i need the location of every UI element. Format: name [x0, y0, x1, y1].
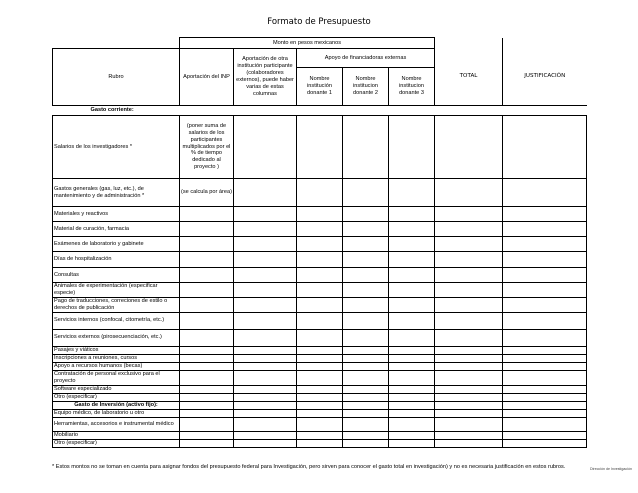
- table-row: [53, 362, 587, 370]
- cell-aportacion-inp[interactable]: [180, 222, 234, 237]
- cell-justificacion[interactable]: [503, 268, 587, 283]
- cell-aportacion-inp[interactable]: [180, 417, 234, 431]
- cell-donante2[interactable]: [343, 393, 389, 401]
- cell-aportacion-otra[interactable]: [234, 222, 297, 237]
- row-label: Otro (especificar): [53, 439, 180, 447]
- table-row: [53, 268, 587, 283]
- table-row: [53, 222, 587, 237]
- row-label: Exámenes de laboratorio y gabinete: [53, 237, 180, 252]
- cell-donante2[interactable]: [343, 439, 389, 447]
- cell-donante2[interactable]: [343, 346, 389, 354]
- cell-donante1[interactable]: [297, 268, 343, 283]
- cell-donante1[interactable]: [297, 409, 343, 417]
- cell-donante3[interactable]: [389, 385, 435, 393]
- cell-donante3[interactable]: [389, 116, 435, 179]
- cell-total[interactable]: [435, 312, 503, 329]
- cell-donante3[interactable]: [389, 431, 435, 439]
- table-row: [53, 431, 587, 439]
- donante2-header: Nombre institucion donante 2: [343, 68, 389, 106]
- cell-justificacion[interactable]: [503, 207, 587, 222]
- apoyo-externo-header: Apoyo de financiadoras externas: [297, 49, 435, 68]
- cell-donante3[interactable]: [389, 439, 435, 447]
- cell-total[interactable]: [435, 283, 503, 298]
- section-title: Gasto de Inversión (activo fijo):: [53, 401, 180, 409]
- cell-justificacion[interactable]: [503, 385, 587, 393]
- cell-donante2[interactable]: [343, 354, 389, 362]
- budget-table: [52, 37, 587, 448]
- cell-donante2[interactable]: [343, 362, 389, 370]
- cell-justificacion[interactable]: [503, 252, 587, 268]
- cell-total[interactable]: [435, 207, 503, 222]
- row-label: Material de curación, farmacia: [53, 222, 180, 237]
- cell-donante3[interactable]: [389, 393, 435, 401]
- cell-justificacion[interactable]: [503, 297, 587, 312]
- cell-donante2[interactable]: [343, 312, 389, 329]
- aportacion-otra-header: Aportación de otra institución participante (colaboradores externos), puede haber varias de estas columnas: [234, 49, 297, 106]
- cell-aportacion-inp[interactable]: [180, 297, 234, 312]
- cell-total[interactable]: [435, 237, 503, 252]
- cell-donante1[interactable]: [297, 252, 343, 268]
- cell-aportacion-otra[interactable]: [234, 409, 297, 417]
- row-label: Salarios de los investigadores *: [53, 116, 180, 179]
- cell-aportacion-inp[interactable]: [180, 252, 234, 268]
- rubro-header: Rubro: [53, 49, 180, 106]
- cell-total[interactable]: [435, 222, 503, 237]
- cell-aportacion-otra[interactable]: [234, 268, 297, 283]
- table-row: [53, 370, 587, 385]
- cell-justificacion[interactable]: [503, 370, 587, 385]
- cell-aportacion-otra[interactable]: [234, 252, 297, 268]
- cell-aportacion-inp[interactable]: [180, 362, 234, 370]
- table-row: [53, 207, 587, 222]
- cell-donante1[interactable]: [297, 393, 343, 401]
- cell-aportacion-inp[interactable]: [180, 409, 234, 417]
- table-row: [53, 116, 587, 179]
- row-note: (se calcula por área): [180, 179, 234, 207]
- cell-donante2[interactable]: [343, 431, 389, 439]
- cell-donante3[interactable]: [389, 297, 435, 312]
- row-label: Equipo médico, de laboratorio u otro: [53, 409, 180, 417]
- row-label: Mobiliario: [53, 431, 180, 439]
- cell-aportacion-inp[interactable]: [180, 346, 234, 354]
- table-row: [53, 237, 587, 252]
- cell-justificacion[interactable]: [503, 283, 587, 298]
- cell-aportacion-otra[interactable]: [234, 417, 297, 431]
- cell-donante3[interactable]: [389, 268, 435, 283]
- cell-aportacion-inp[interactable]: [180, 268, 234, 283]
- table-row: [53, 179, 587, 207]
- row-label: Contratación de personal exclusivo para el proyecto: [53, 370, 180, 385]
- cell-justificacion[interactable]: [503, 354, 587, 362]
- cell-donante2[interactable]: [343, 268, 389, 283]
- cell-donante3[interactable]: [389, 346, 435, 354]
- row-label: Otro (especificar): [53, 393, 180, 401]
- cell-donante3[interactable]: [389, 362, 435, 370]
- cell-justificacion[interactable]: [503, 439, 587, 447]
- cell-donante3[interactable]: [389, 207, 435, 222]
- cell-aportacion-otra[interactable]: [234, 362, 297, 370]
- cell-total[interactable]: [435, 346, 503, 354]
- total-header: TOTAL: [435, 49, 503, 106]
- aportacion-inp-header: Aportación del INP: [180, 49, 234, 106]
- justificacion-header: JUSTIFICACIÓN: [503, 49, 587, 106]
- cell-aportacion-inp[interactable]: [180, 370, 234, 385]
- row-label: Apoyo a recursos humanos (becas): [53, 362, 180, 370]
- cell-total[interactable]: [435, 329, 503, 346]
- cell-total[interactable]: [435, 417, 503, 431]
- cell-donante3[interactable]: [389, 409, 435, 417]
- cell-aportacion-inp[interactable]: [180, 439, 234, 447]
- section-gasto-corriente: [53, 106, 587, 116]
- cell-donante2[interactable]: [343, 252, 389, 268]
- cell-justificacion[interactable]: [503, 312, 587, 329]
- table-row: [53, 439, 587, 447]
- cell-justificacion[interactable]: [503, 362, 587, 370]
- cell-aportacion-otra[interactable]: [234, 329, 297, 346]
- cell-aportacion-inp[interactable]: [180, 431, 234, 439]
- cell-aportacion-inp[interactable]: [180, 312, 234, 329]
- cell-donante2[interactable]: [343, 283, 389, 298]
- cell-justificacion[interactable]: [503, 393, 587, 401]
- cell-donante2[interactable]: [343, 417, 389, 431]
- row-label: Pago de traducciones, correciones de estilo o derechos de publicación: [53, 297, 180, 312]
- row-label: Servicios internos (confocal, citometría, etc.): [53, 312, 180, 329]
- cell-justificacion[interactable]: [503, 116, 587, 179]
- row-label: Días de hospitalización: [53, 252, 180, 268]
- cell-donante3[interactable]: [389, 283, 435, 298]
- cell-donante3[interactable]: [389, 312, 435, 329]
- cell-donante1[interactable]: [297, 417, 343, 431]
- cell-aportacion-otra[interactable]: [234, 431, 297, 439]
- row-label: Pasajes y viáticos: [53, 346, 180, 354]
- table-row: [53, 393, 587, 401]
- section-title: Gasto corriente:: [53, 106, 587, 116]
- cell-aportacion-inp[interactable]: [180, 354, 234, 362]
- donante1-header: Nombre institución donante 1: [297, 68, 343, 106]
- cell-justificacion[interactable]: [503, 237, 587, 252]
- table-row: [53, 312, 587, 329]
- cell-donante1[interactable]: [297, 362, 343, 370]
- row-label: Servicios externos (pirosecuenciación, etc.): [53, 329, 180, 346]
- cell-donante3[interactable]: [389, 237, 435, 252]
- cell-donante3[interactable]: [389, 222, 435, 237]
- cell-donante1[interactable]: [297, 179, 343, 207]
- cell-total[interactable]: [435, 268, 503, 283]
- table-row: [53, 297, 587, 312]
- table-row: [53, 283, 587, 298]
- table-row: [53, 417, 587, 431]
- cell-aportacion-otra[interactable]: [234, 297, 297, 312]
- cell-aportacion-otra[interactable]: [234, 354, 297, 362]
- cell-donante2[interactable]: [343, 179, 389, 207]
- cell-total[interactable]: [435, 431, 503, 439]
- cell-total[interactable]: [435, 393, 503, 401]
- row-label: Consultas: [53, 268, 180, 283]
- cell-donante2[interactable]: [343, 222, 389, 237]
- header-row-monto: [53, 38, 587, 49]
- cell-total[interactable]: [435, 370, 503, 385]
- row-label: Materiales y reactivos: [53, 207, 180, 222]
- cell-donante3[interactable]: [389, 179, 435, 207]
- document-title: Formato de Presupuesto: [267, 17, 371, 27]
- cell-justificacion[interactable]: [503, 222, 587, 237]
- table-row: [53, 329, 587, 346]
- cell-donante1[interactable]: [297, 116, 343, 179]
- cell-donante1[interactable]: [297, 222, 343, 237]
- cell-donante1[interactable]: [297, 237, 343, 252]
- cell-donante2[interactable]: [343, 329, 389, 346]
- cell-donante3[interactable]: [389, 354, 435, 362]
- section-gasto-inversion: [53, 401, 587, 409]
- cell-donante2[interactable]: [343, 297, 389, 312]
- row-label: Animales de experimentación (especificar especie): [53, 283, 180, 298]
- row-note: (poner suma de salarios de los participantes multiplicados por el % de tiempo dedicado al proyecto ): [180, 116, 234, 179]
- cell-donante3[interactable]: [389, 370, 435, 385]
- row-label: Inscripciones a reuniones, cursos: [53, 354, 180, 362]
- cell-total[interactable]: [435, 362, 503, 370]
- cell-justificacion[interactable]: [503, 329, 587, 346]
- cell-total[interactable]: [435, 116, 503, 179]
- cell-aportacion-otra[interactable]: [234, 207, 297, 222]
- cell-donante1[interactable]: [297, 354, 343, 362]
- cell-donante2[interactable]: [343, 385, 389, 393]
- row-label: Software especializado: [53, 385, 180, 393]
- cell-justificacion[interactable]: [503, 409, 587, 417]
- table-row: [53, 346, 587, 354]
- cell-donante1[interactable]: [297, 439, 343, 447]
- cell-donante2[interactable]: [343, 237, 389, 252]
- cell-total[interactable]: [435, 297, 503, 312]
- cell-donante1[interactable]: [297, 329, 343, 346]
- cell-total[interactable]: [435, 385, 503, 393]
- side-note: Dirección de Investigación: [590, 467, 632, 471]
- cell-donante1[interactable]: [297, 385, 343, 393]
- cell-aportacion-otra[interactable]: [234, 346, 297, 354]
- cell-total[interactable]: [435, 179, 503, 207]
- row-label: Herramientas, accesorios e instrumental médico: [53, 417, 180, 431]
- cell-aportacion-otra[interactable]: [234, 385, 297, 393]
- cell-aportacion-inp[interactable]: [180, 207, 234, 222]
- monto-header: Monto en pesos mexicanos: [180, 38, 435, 49]
- cell-donante1[interactable]: [297, 312, 343, 329]
- cell-total[interactable]: [435, 354, 503, 362]
- cell-donante1[interactable]: [297, 346, 343, 354]
- cell-total[interactable]: [435, 439, 503, 447]
- cell-donante3[interactable]: [389, 329, 435, 346]
- cell-aportacion-otra[interactable]: [234, 312, 297, 329]
- table-row: [53, 409, 587, 417]
- cell-total[interactable]: [435, 252, 503, 268]
- cell-donante2[interactable]: [343, 409, 389, 417]
- cell-aportacion-otra[interactable]: [234, 237, 297, 252]
- cell-justificacion[interactable]: [503, 346, 587, 354]
- header-row-main: [53, 49, 587, 68]
- cell-donante2[interactable]: [343, 116, 389, 179]
- cell-aportacion-inp[interactable]: [180, 393, 234, 401]
- cell-donante1[interactable]: [297, 431, 343, 439]
- cell-total[interactable]: [435, 409, 503, 417]
- table-row: [53, 354, 587, 362]
- cell-donante1[interactable]: [297, 207, 343, 222]
- cell-donante1[interactable]: [297, 370, 343, 385]
- footnote: * Estos montos no se toman en cuenta para asignar fondos del presupuesto federal para Investigación, pero sirven para conocer el gasto total en investigación) y no es necesaria justificación en estos rubros.: [52, 464, 566, 470]
- donante3-header: Nombre institucion donante 3: [389, 68, 435, 106]
- cell-aportacion-inp[interactable]: [180, 237, 234, 252]
- cell-donante3[interactable]: [389, 417, 435, 431]
- cell-aportacion-otra[interactable]: [234, 439, 297, 447]
- cell-justificacion[interactable]: [503, 417, 587, 431]
- cell-aportacion-otra[interactable]: [234, 116, 297, 179]
- cell-donante3[interactable]: [389, 252, 435, 268]
- cell-aportacion-otra[interactable]: [234, 370, 297, 385]
- cell-aportacion-otra[interactable]: [234, 179, 297, 207]
- cell-donante1[interactable]: [297, 297, 343, 312]
- cell-donante2[interactable]: [343, 207, 389, 222]
- cell-aportacion-inp[interactable]: [180, 329, 234, 346]
- cell-aportacion-otra[interactable]: [234, 393, 297, 401]
- cell-aportacion-inp[interactable]: [180, 385, 234, 393]
- cell-aportacion-inp[interactable]: [180, 283, 234, 298]
- cell-aportacion-otra[interactable]: [234, 283, 297, 298]
- table-row: [53, 252, 587, 268]
- cell-justificacion[interactable]: [503, 431, 587, 439]
- cell-justificacion[interactable]: [503, 179, 587, 207]
- row-label: Gastos generales (gas, luz, etc.), de mantenimiento y de administración *: [53, 179, 180, 207]
- table-row: [53, 385, 587, 393]
- cell-donante1[interactable]: [297, 283, 343, 298]
- cell-donante2[interactable]: [343, 370, 389, 385]
